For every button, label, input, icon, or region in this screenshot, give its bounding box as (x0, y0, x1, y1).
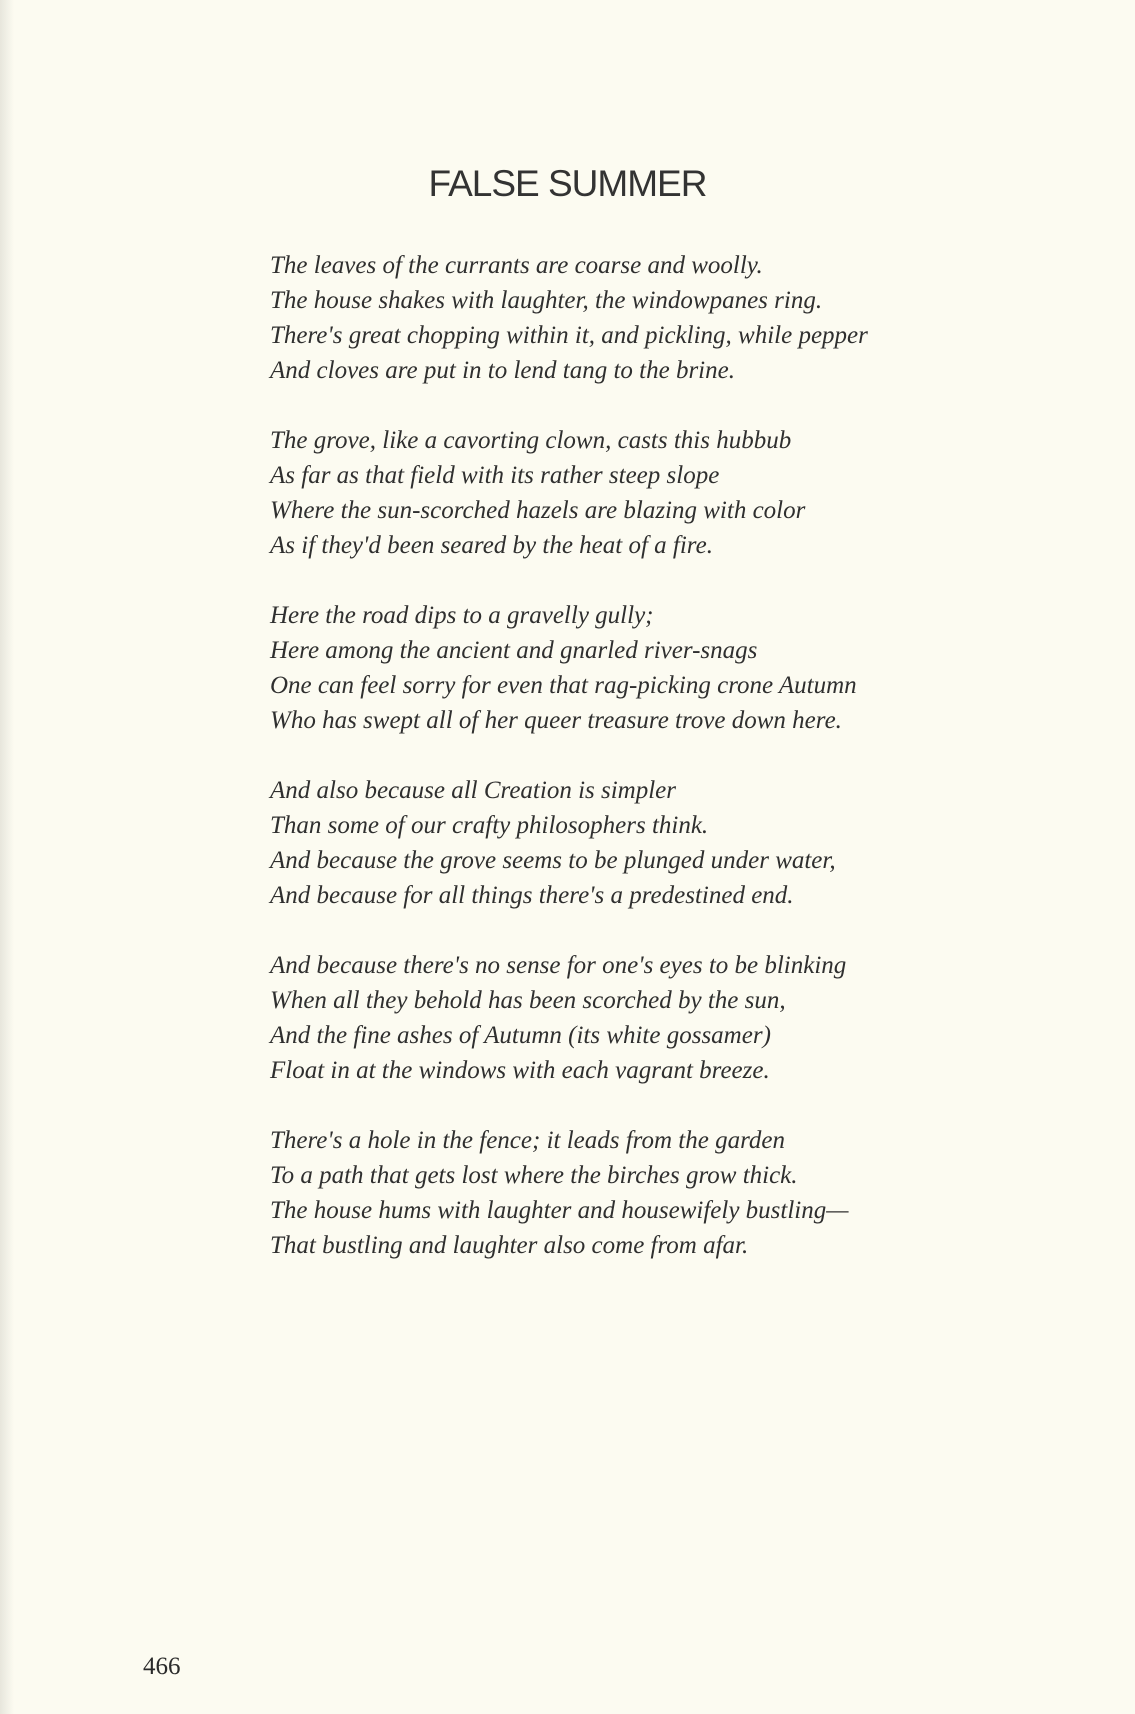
poem-line: And because for all things there's a predestined end. (270, 882, 794, 909)
stanza-5 (270, 948, 1100, 1088)
poem-line: Here among the ancient and gnarled river-snags (270, 637, 758, 664)
poem-line: Than some of our crafty philosophers think. (270, 812, 709, 839)
poem-line: As far as that field with its rather steep slope (270, 462, 720, 489)
poem-line: Here the road dips to a gravelly gully; (270, 602, 654, 629)
poem-line: And because the grove seems to be plunged under water, (270, 847, 836, 874)
poem-body (270, 248, 1100, 1298)
poem-line: The house shakes with laughter, the windowpanes ring. (270, 287, 823, 314)
stanza-1 (270, 248, 1100, 388)
poem-line: Where the sun-scorched hazels are blazing with color (270, 497, 806, 524)
stanza-3 (270, 598, 1100, 738)
poem-line: One can feel sorry for even that rag-picking crone Autumn (270, 672, 857, 699)
poem-line: That bustling and laughter also come from afar. (270, 1232, 749, 1259)
poem-line: The leaves of the currants are coarse and woolly. (270, 252, 763, 279)
poem-line: And cloves are put in to lend tang to the brine. (270, 357, 735, 384)
page-number: 466 (143, 1653, 181, 1680)
poem-line: There's great chopping within it, and pickling, while pepper (270, 322, 868, 349)
poem-line: To a path that gets lost where the birches grow thick. (270, 1162, 798, 1189)
poem-line: The house hums with laughter and housewifely bustling— (270, 1197, 849, 1224)
page-edge-shadow (0, 0, 14, 1714)
poem-line: And because there's no sense for one's eyes to be blinking (270, 952, 847, 979)
poem-line: There's a hole in the fence; it leads from the garden (270, 1127, 785, 1154)
poem-title: FALSE SUMMER (428, 163, 707, 204)
poem-line: And the fine ashes of Autumn (its white gossamer) (270, 1022, 771, 1049)
stanza-2 (270, 423, 1100, 563)
poem-line: And also because all Creation is simpler (270, 777, 676, 804)
stanza-6 (270, 1123, 1100, 1263)
poem-line: As if they'd been seared by the heat of a fire. (270, 532, 713, 559)
stanza-4 (270, 773, 1100, 913)
poem-line: When all they behold has been scorched by the sun, (270, 987, 786, 1014)
poem-line: Float in at the windows with each vagrant breeze. (270, 1057, 770, 1084)
poem-line: Who has swept all of her queer treasure trove down here. (270, 707, 842, 734)
poem-line: The grove, like a cavorting clown, casts this hubbub (270, 427, 792, 454)
